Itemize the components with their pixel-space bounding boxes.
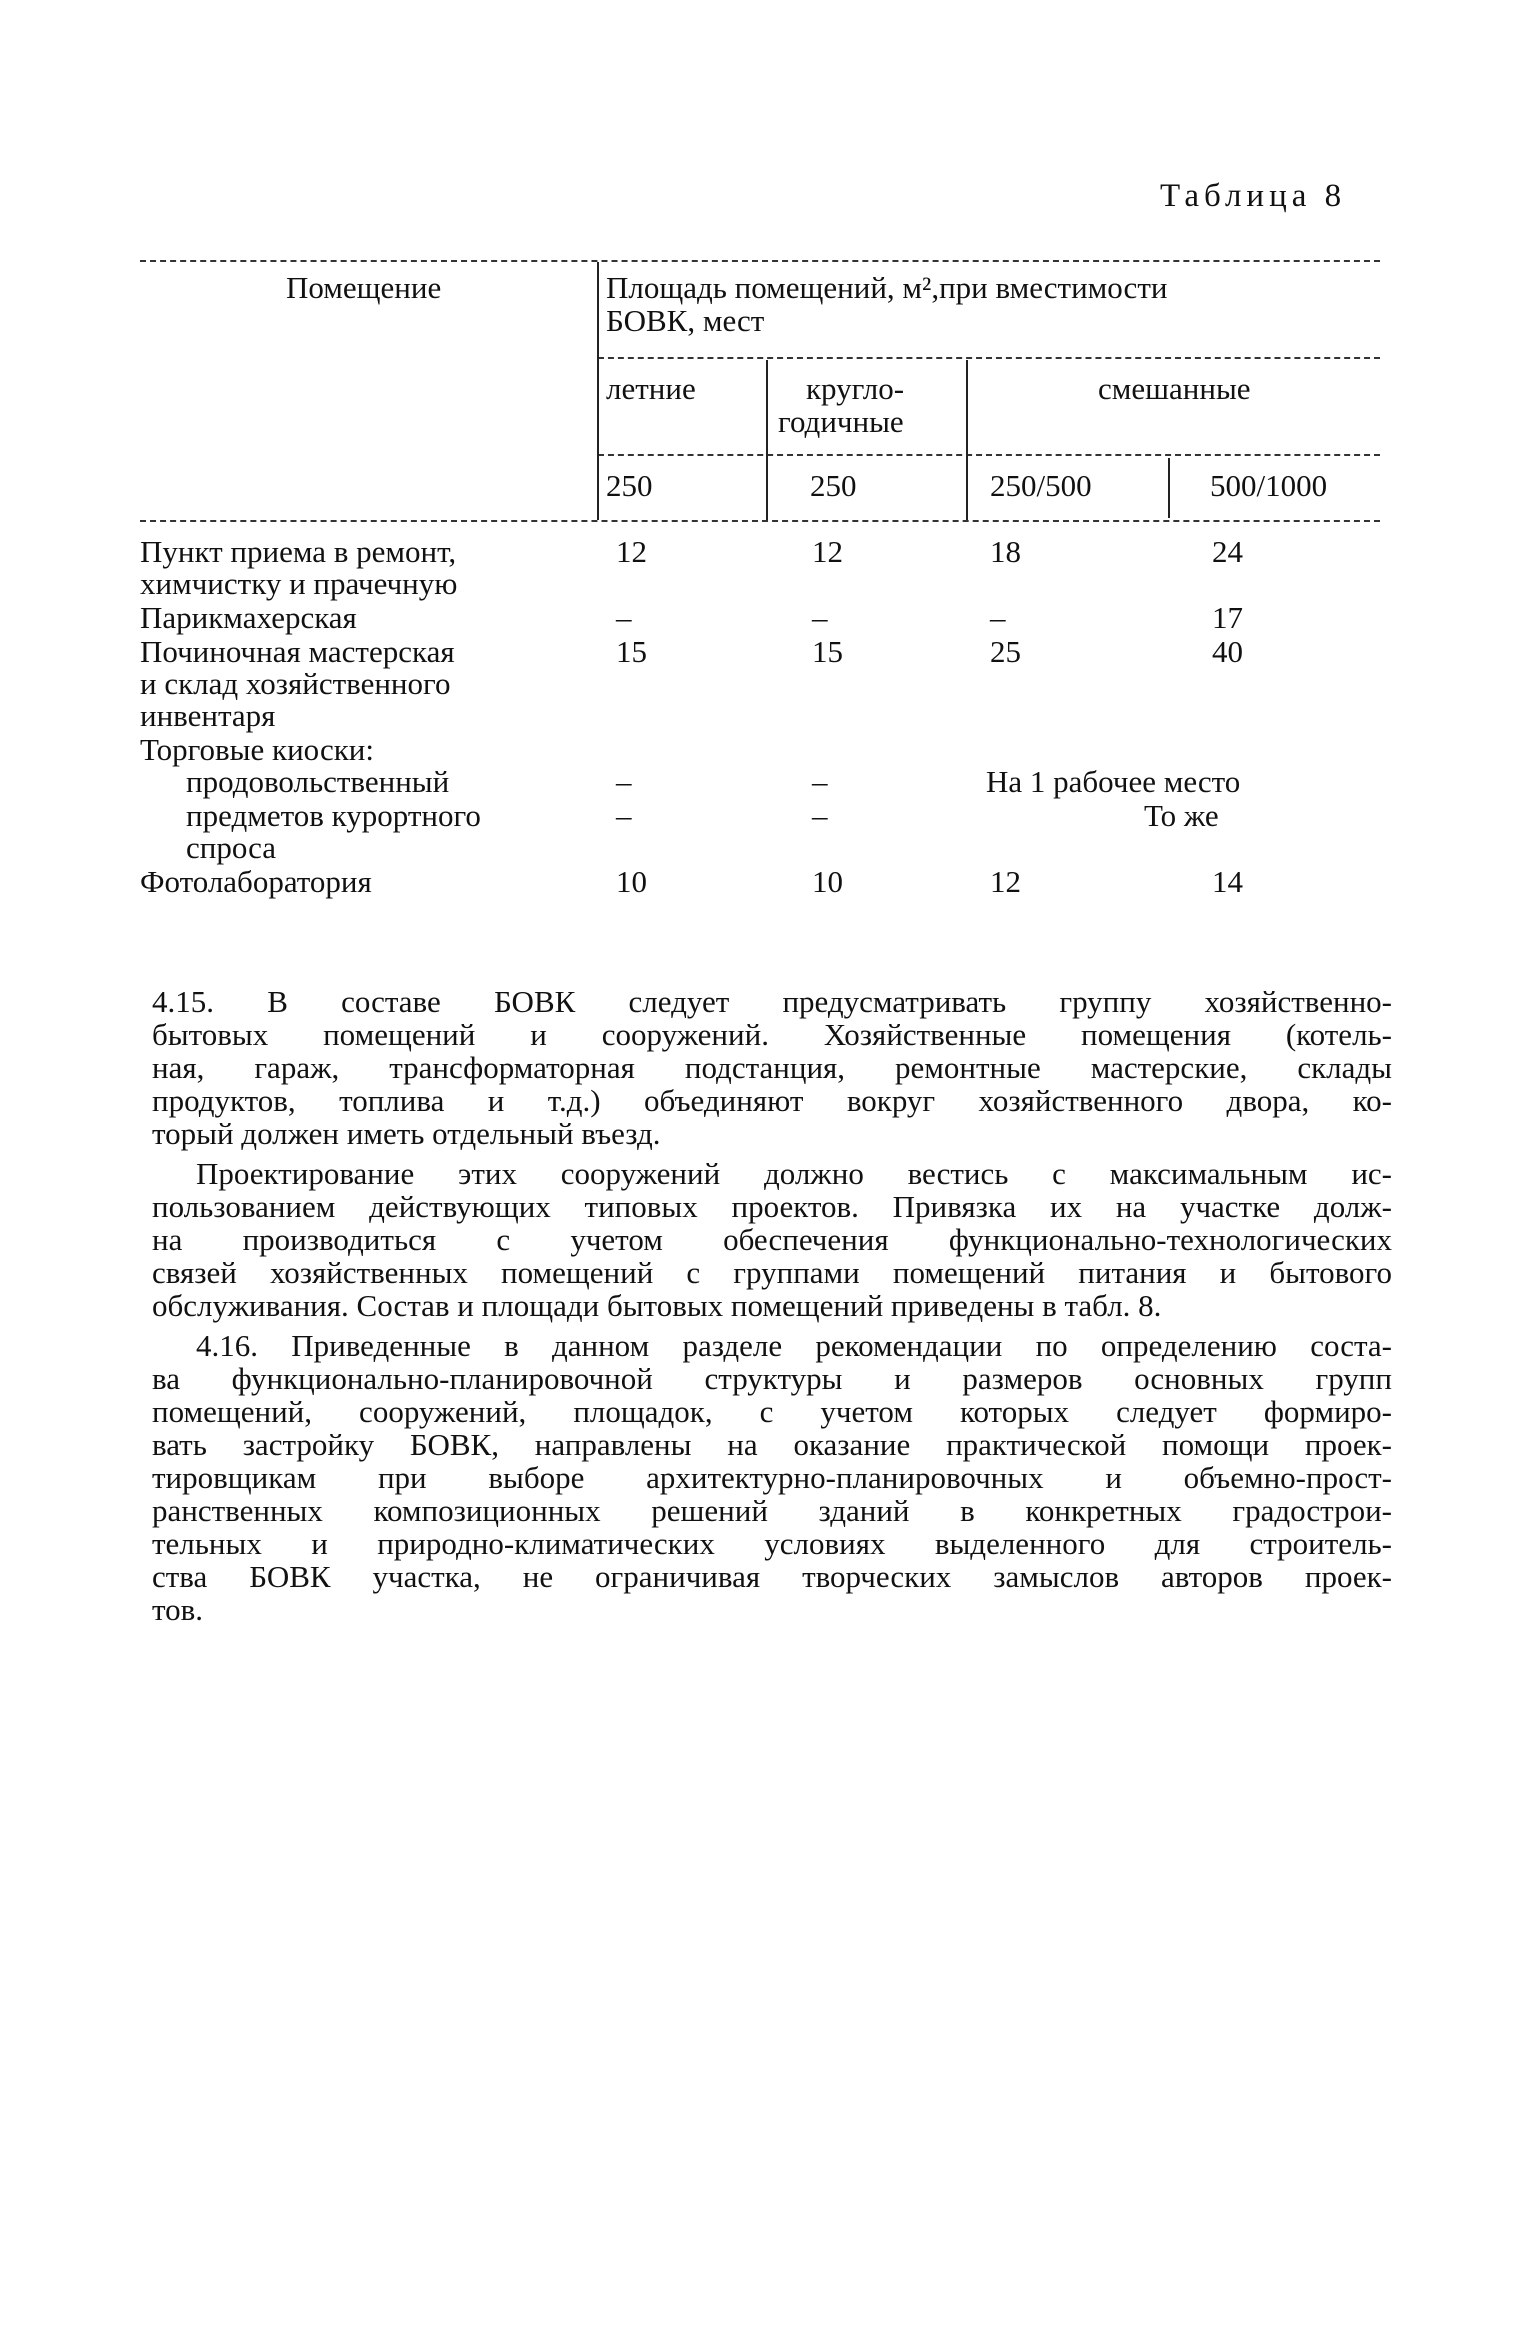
row-label: Торговые киоски:	[140, 732, 374, 767]
paragraph-line: помещений, сооружений, площадок, с учетом которых следует формиро-	[152, 1394, 1392, 1429]
paragraph-line: ная, гараж, трансформаторная подстанция, ремонтные мастерские, склады	[152, 1050, 1392, 1085]
paragraph-line: ранственных композиционных решений зданий в конкретных градострои-	[152, 1493, 1392, 1528]
cell-year-round: 15	[812, 634, 843, 669]
paragraph-line: ства БОВК участка, не ограничивая творческих замыслов авторов проек-	[152, 1559, 1392, 1594]
header-year-round-line2: годичные	[778, 404, 904, 439]
cell-mixed-2: 40	[1212, 634, 1243, 669]
cell-summer: –	[616, 764, 632, 799]
table-caption: Таблица 8	[1160, 178, 1347, 214]
header-mixed: смешанные	[1098, 371, 1251, 406]
paragraph-line: тов.	[152, 1592, 204, 1627]
vline-year-mixed	[966, 360, 968, 520]
cell-summer: 10	[616, 864, 647, 899]
paragraph-line: вать застройку БОВК, направлены на оказание практической помощи проек-	[152, 1427, 1392, 1462]
header-capacity-summer: 250	[606, 468, 653, 503]
row-label: Пункт приема в ремонт,	[140, 534, 457, 569]
row-label: предметов курортного	[186, 798, 481, 833]
row-label: спроса	[186, 830, 277, 865]
row-label: Парикмахерская	[140, 600, 357, 635]
paragraph-line: тельных и природно-климатических условиях выделенного для строитель-	[152, 1526, 1392, 1561]
header-area-line1: Площадь помещений, м²,при вместимости	[606, 270, 1168, 305]
header-year-round-line1: кругло-	[806, 371, 905, 406]
row-label: продовольственный	[186, 764, 450, 799]
paragraph-line: связей хозяйственных помещений с группами помещений питания и бытового	[152, 1255, 1392, 1290]
cell-summer: –	[616, 798, 632, 833]
cell-mixed-2: 14	[1212, 864, 1243, 899]
cell-summer: 12	[616, 534, 647, 569]
paragraph-line: 4.15. В составе БОВК следует предусматривать группу хозяйственно-	[152, 984, 1392, 1019]
paragraph-line: Проектирование этих сооружений должно вестись с максимальным ис-	[196, 1156, 1392, 1191]
header-capacity-mixed-2: 500/1000	[1210, 468, 1328, 503]
header-area-line2: БОВК, мест	[606, 303, 765, 338]
header-bottom-rule	[140, 520, 1380, 522]
paragraph-line: торый должен иметь отдельный въезд.	[152, 1116, 661, 1151]
row-label: Починочная мастерская	[140, 634, 455, 669]
cell-year-round: 10	[812, 864, 843, 899]
cell-mixed-merged: На 1 рабочее место	[986, 764, 1241, 799]
cell-mixed-2: 24	[1212, 534, 1243, 569]
vline-room-area	[597, 262, 599, 520]
vline-summer-year	[766, 360, 768, 520]
cell-year-round: 12	[812, 534, 843, 569]
paragraph-line: продуктов, топлива и т.д.) объединяют вокруг хозяйственного двора, ко-	[152, 1083, 1392, 1118]
row-label: Фотолаборатория	[140, 864, 372, 899]
paragraph-line: на производиться с учетом обеспечения функционально-технологических	[152, 1222, 1392, 1257]
cell-mixed-merged: То же	[1144, 798, 1219, 833]
paragraph-line: тировщикам при выборе архитектурно-планировочных и объемно-прост-	[152, 1460, 1392, 1495]
cell-mixed-1: 12	[990, 864, 1021, 899]
cell-mixed-1: –	[990, 600, 1006, 635]
paragraph-design	[152, 1157, 1392, 1322]
paragraph-line: обслуживания. Состав и площади бытовых помещений приведены в табл. 8.	[152, 1288, 1162, 1323]
row-label: и склад хозяйственного	[140, 666, 451, 701]
header-rule-1	[598, 357, 1380, 359]
paragraph-line: бытовых помещений и сооружений. Хозяйственные помещения (котель-	[152, 1017, 1392, 1052]
cell-mixed-2: 17	[1212, 600, 1243, 635]
header-rule-2	[598, 454, 1380, 456]
cell-year-round: –	[812, 600, 828, 635]
paragraph-line: пользованием действующих типовых проектов. Привязка их на участке долж-	[152, 1189, 1392, 1224]
cell-mixed-1: 25	[990, 634, 1021, 669]
cell-summer: –	[616, 600, 632, 635]
cell-year-round: –	[812, 764, 828, 799]
paragraph-4-15	[152, 985, 1392, 1150]
table-top-rule	[140, 260, 1380, 262]
paragraph-line: ва функционально-планировочной структуры и размеров основных групп	[152, 1361, 1392, 1396]
vline-mixed-split	[1168, 458, 1170, 518]
paragraph-line: 4.16. Приведенные в данном разделе рекомендации по определению соста-	[196, 1328, 1392, 1363]
cell-summer: 15	[616, 634, 647, 669]
header-capacity-year: 250	[810, 468, 857, 503]
cell-year-round: –	[812, 798, 828, 833]
header-capacity-mixed-1: 250/500	[990, 468, 1092, 503]
cell-mixed-1: 18	[990, 534, 1021, 569]
row-label: химчистку и прачечную	[140, 566, 458, 601]
header-summer: летние	[606, 371, 696, 406]
header-room: Помещение	[286, 270, 442, 305]
paragraph-4-16	[152, 1329, 1392, 1626]
row-label: инвентаря	[140, 698, 276, 733]
